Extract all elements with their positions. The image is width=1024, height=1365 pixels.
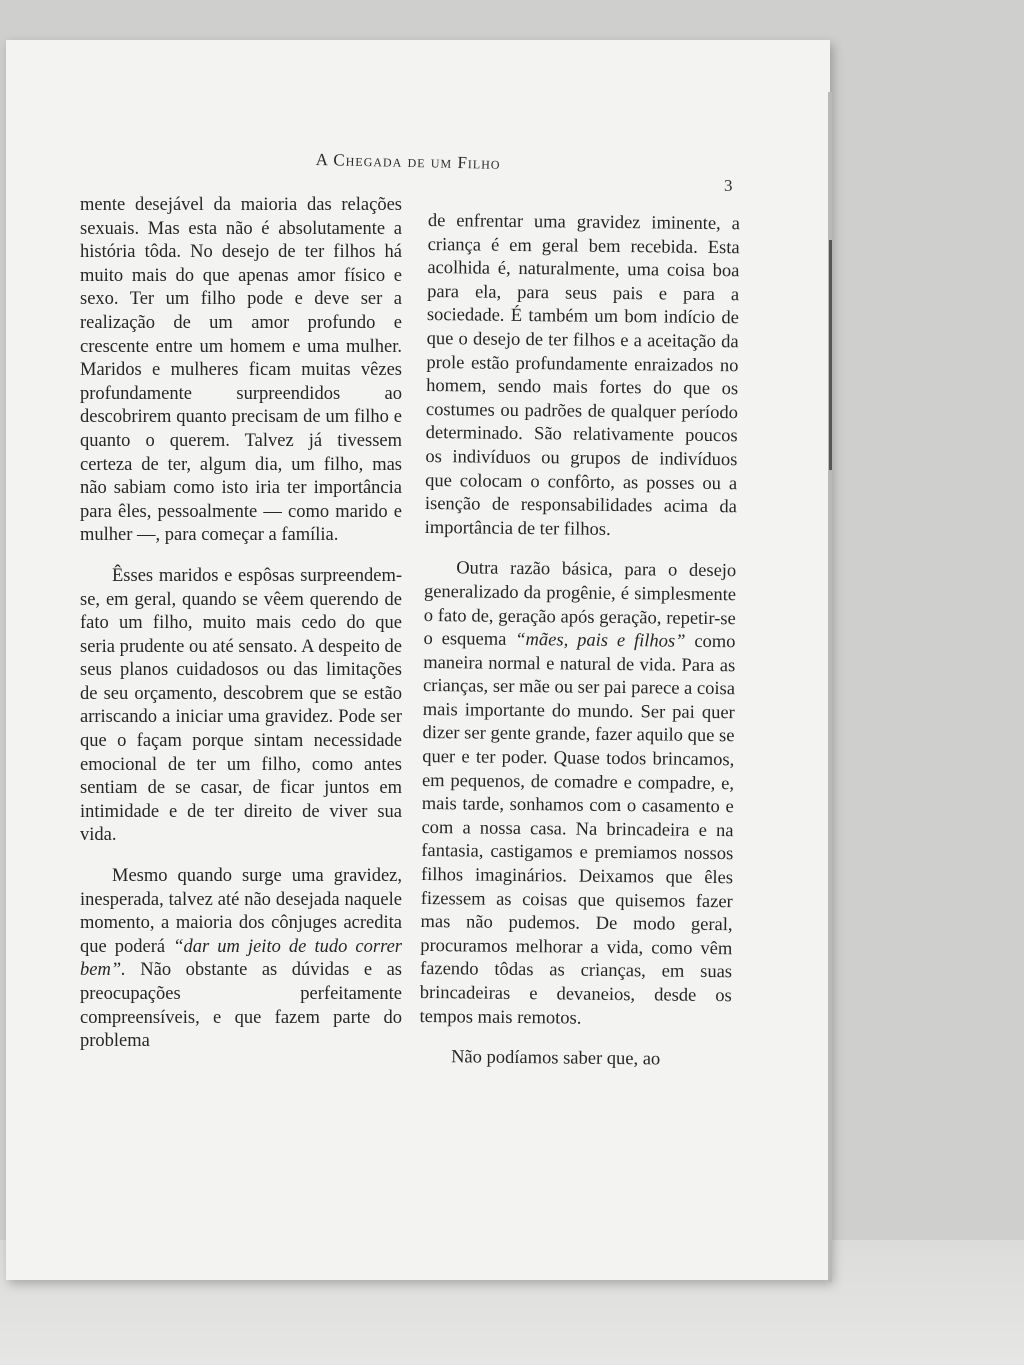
left-paragraph-3 — [80, 865, 402, 1054]
right-paragraph-3: Não podíamos saber que, ao — [451, 1047, 661, 1070]
right-paragraph-2 — [419, 557, 736, 1032]
running-title: A Chegada de um Filho — [315, 150, 501, 173]
page-edge-shadow — [829, 240, 832, 470]
left-column — [80, 194, 402, 1071]
left-paragraph-3-end: Não obstante as dúvidas e as preocupações perfeitamente compreensíveis, e que fazem parte do problema — [80, 960, 402, 1052]
left-paragraph-3-start: Mesmo quando surge uma gravidez, inesperada, talvez até não desejada naquele momento, a maioria dos cônjuges acredita que poderá — [80, 866, 402, 957]
right-paragraph-2-end: como maneira normal e natural de vida. Para as crianças, ser mãe ou ser pai parece a coisa mais importante do mundo. Ser pai quer dizer ser gente grande, fazer aquilo que se quer e ter poder. Quase todos brincamos, em pequenos, de comadre e compadre, e, mais tarde, sonhamos com o casamento e com a nossa casa. Na brincadeira e na fantasia, castigamos e premiamos nossos filhos imaginários. Deixamos que êles fizessem as coisas que quisemos fazer mas não pudemos. De modo geral, procuramos melhorar a vida, como vêm fazendo tôdas as crianças, em suas brincadeiras e devaneios, desde os tempos mais remotos. — [419, 631, 736, 1029]
left-paragraph-1: mente desejável da maioria das relações sexuais. Mas esta não é absolutamente a história tôda. No desejo de ter filhos há muito mais do que apenas amor físico e sexo. Ter um filho pode e deve ser a realização de um amor profundo e crescente entre um homem e uma mulher. Maridos e mulheres ficam muitas vêzes profundamente surpreendidos ao descobrirem quanto precisam de um filho e quanto o querem. Talvez já tivessem certeza de ter, algum dia, um filho, mas não sabiam como isto iria ter importância para êles, pessoalmente — como marido e mulher —, para começar a família. — [80, 195, 402, 546]
left-paragraph-2: Êsses maridos e espôsas surpreendem-se, em geral, quando se vêem querendo de fato um filho, muito mais cedo do que seria prudente ou até sensato. A despeito de seus planos cuidadosos ou das limitações de seu orçamento, descobrem que se estão arriscando a iniciar uma gravidez. Pode ser que o façam porque sintam necessidade emocional de ter um filho, como antes sentiam de se casar, de ficar juntos em intimidade e de ter direito de viver sua vida. — [80, 565, 402, 846]
page-number: 3 — [724, 176, 733, 195]
right-paragraph-2-start: Outra razão básica, para o desejo generalizado da progênie, é simplesmente o fato de, geração após geração, repetir-se o esquema — [423, 558, 737, 650]
left-paragraph-3-quote: “dar um jeito de tudo correr bem”. — [80, 936, 402, 981]
right-paragraph-2-quote: “mães, pais e filhos” — [515, 630, 686, 652]
right-paragraph-1: de enfrentar uma gravidez iminente, a criança é em geral bem recebida. Esta acolhida é, naturalmente, uma coisa boa para ela, para seus pais e para a sociedade. É também um bom indício de que o desejo de ter filhos e a aceitação da prole estão profundamente enraizados no homem, sendo mais fortes do que os costumes ou padrões de qualquer período determinado. São relativamente poucos os indivíduos ou grupos de indivíduos que colocam o confôrto, as posses ou a isenção de responsabilidades acima da importância de ter filhos. — [424, 210, 740, 540]
right-column — [419, 210, 740, 1090]
